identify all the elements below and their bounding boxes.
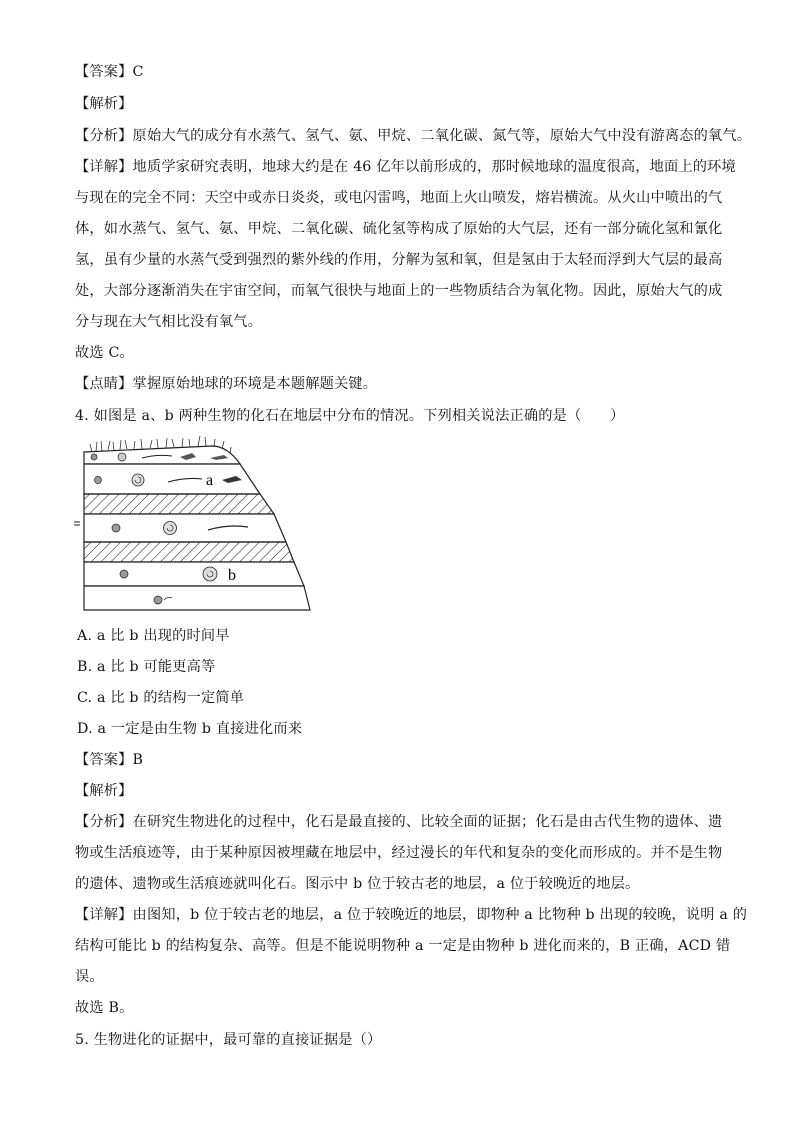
label-b: b: [228, 567, 236, 584]
q3-xiangjie-line: 【详解】地质学家研究表明，地球大约是在 46 亿年以前形成的，那时候地球的温度很高，地面上的环境: [75, 159, 736, 175]
q3-xiangjie-line: 处，大部分逐渐消失在宇宙空间，而氧气很快与地面上的一些物质结合为氧化物。因此，原始大气的成: [75, 283, 723, 299]
q3-xiangjie-line: 分与现在大气相比没有氧气。: [75, 314, 263, 330]
q4-xiangjie-line: 误。: [75, 969, 104, 985]
q4-option-d: D. a 一定是由生物 b 直接进化而来: [77, 721, 303, 737]
q5-question: 5. 生物进化的证据中，最可靠的直接证据是（）: [75, 1032, 382, 1048]
q3-answer: 【答案】C: [75, 64, 144, 80]
q3-fenxi: 【分析】原始大气的成分有水蒸气、氢气、氨、甲烷、二氧化碳、氮气等，原始大气中没有游离态的氧气。: [75, 128, 752, 144]
fossil-snail-icon: [112, 524, 120, 532]
fossil-ammonite-icon: [164, 522, 177, 535]
fossil-snail-icon: [120, 570, 128, 578]
q4-answer: 【答案】B: [75, 752, 144, 768]
q4-fenxi-line: 物或生活痕迹等，由于某种原因被埋藏在地层中，经过漫长的年代和复杂的变化而形成的。并不是生物: [75, 845, 723, 861]
label-a: a: [206, 472, 214, 489]
fossil-ammonite-icon: [118, 453, 126, 461]
q4-xiangjie-line: 【详解】由图知，b 位于较古老的地层，a 位于较晚近的地层，即物种 a 比物种 b 出现的较晚，说明 a 的: [75, 907, 748, 923]
q4-fenxi-line: 【分析】在研究生物进化的过程中，化石是最直接的、比较全面的证据；化石是由古代生物的遗体、遗: [75, 814, 723, 830]
fossil-snail-icon: [154, 596, 162, 604]
q4-option-a: A. a 比 b 出现的时间早: [77, 628, 230, 644]
q4-xiangjie-line: 结构可能比 b 的结构复杂、高等。但是不能说明物种 a 一定是由物种 b 进化而来的，B 正确，ACD 错: [75, 938, 731, 954]
fossil-strata-figure: [72, 432, 322, 618]
q3-xiangjie-line: 氢，虽有少量的水蒸气受到强烈的紫外线的作用，分解为氢和氧，但是氢由于太轻而浮到大气层的最高: [75, 252, 723, 268]
q4-conclusion: 故选 B。: [75, 1000, 134, 1016]
q4-question: 4. 如图是 a、b 两种生物的化石在地层中分布的情况。下列相关说法正确的是（ ）: [75, 408, 625, 424]
fossil-ammonite-icon: [203, 567, 217, 581]
q3-analysis-heading: 【解析】: [75, 96, 133, 112]
q4-fenxi-line: 的遗体、遗物或生活痕迹就叫化石。图示中 b 位于较古老的地层，a 位于较晚近的地层。: [75, 876, 640, 892]
q4-analysis-heading: 【解析】: [75, 783, 133, 799]
q3-xiangjie-line: 体，如水蒸气、氢气、氨、甲烷、二氧化碳、硫化氢等构成了原始的大气层，还有一部分硫化氢和氰化: [75, 221, 723, 237]
q4-option-b: B. a 比 b 可能更高等: [77, 659, 216, 675]
q3-dianjing: 【点睛】掌握原始地球的环境是本题解题关键。: [75, 376, 378, 392]
q4-option-c: C. a 比 b 的结构一定简单: [77, 690, 245, 706]
q3-conclusion: 故选 C。: [75, 345, 134, 361]
q3-xiangjie-line: 与现在的完全不同：天空中或赤日炎炎，或电闪雷鸣，地面上火山喷发，熔岩横流。从火山中喷出的气: [75, 190, 723, 206]
fossil-snail-icon: [91, 454, 97, 460]
fossil-snail-icon: [95, 477, 102, 484]
fossil-ammonite-icon: [132, 474, 144, 486]
